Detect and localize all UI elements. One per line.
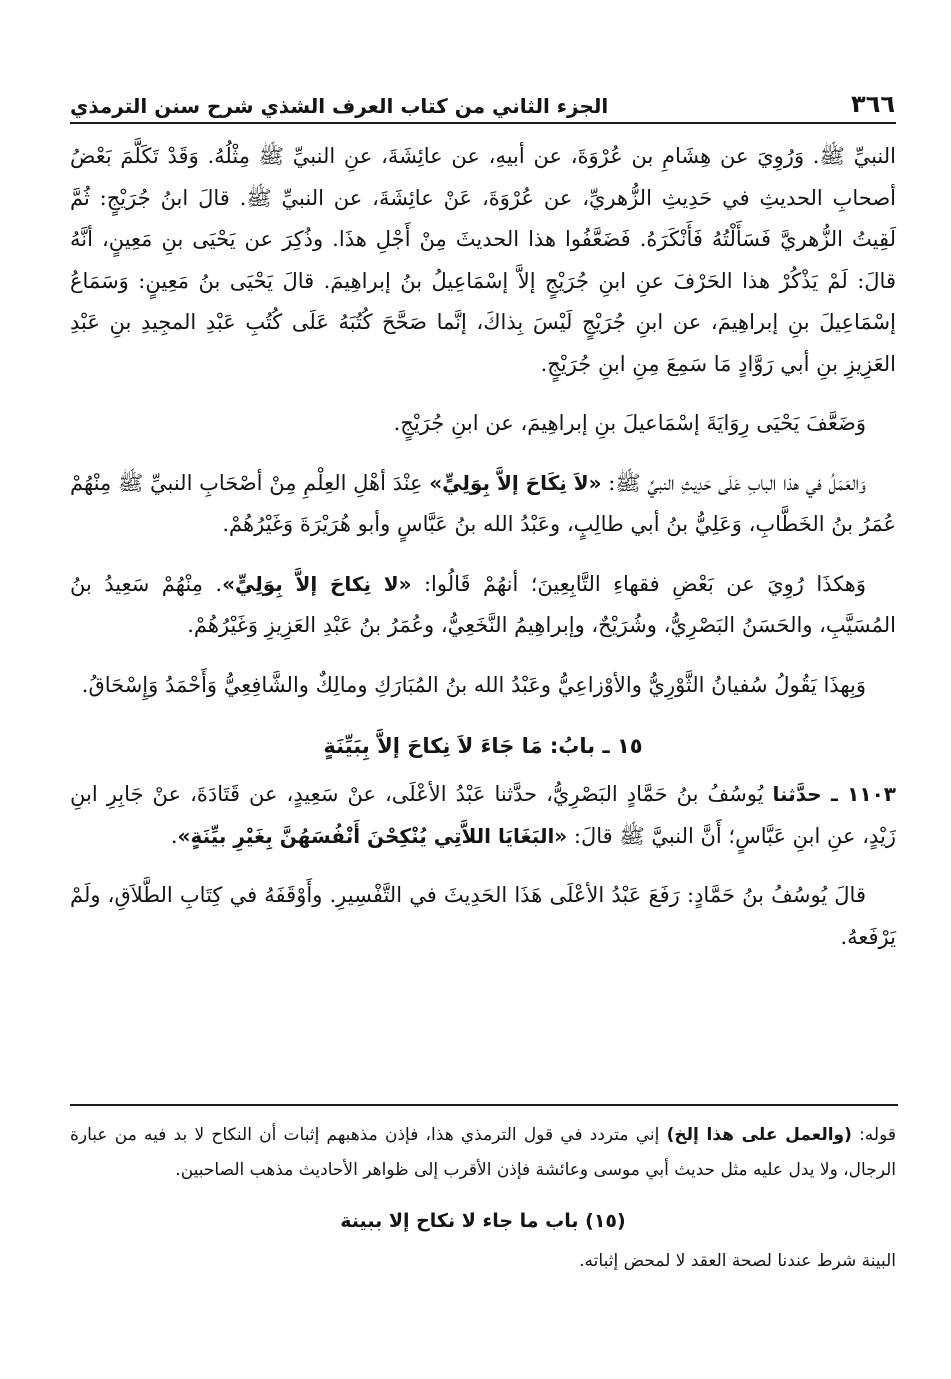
footnote-1-lemma: (والعمل على هذا إلخ): [666, 1125, 852, 1145]
hadith-end: .: [170, 823, 178, 848]
footnote-2: البينة شرط عندنا لصحة العقد لا لمحض إثباته.: [579, 1251, 896, 1271]
footnote-chapter-heading: (١٥) باب ما جاء لا نكاح إلا ببينة: [340, 1210, 626, 1232]
footnote-1-label: قوله:: [851, 1125, 897, 1145]
hadith-quote-no-marriage-without-guardian: «لاَ نِكَاحَ إلاَّ بِوَلِيٍّ»: [429, 470, 602, 495]
paragraph-tabieen: [70, 564, 896, 647]
main-text: [70, 136, 896, 976]
footnote-1-text: إني متردد في قول الترمذي هذا، فإذن مذهبهم إثبات أن النكاح لا بد فيه من عبارة الرجال، ولا يدل عليه مثل حديث أبي موسى وعائشة فإذن الأقرب إلى ظواهر الأحاديث مذهب الصاحبين.: [70, 1125, 896, 1180]
paragraph-tabieen-rest: . مِنْهُمْ سَعِيدُ بنُ المُسَيَّبِ، والحَسَنُ البَصْرِيُّ، وشُرَيْحٌ، وإبراهِيمُ النَّخَعِيُّ، وعُمَرُ بنُ عَبْدِ العَزِيزِ وَغَيْرُهُمْ.: [70, 571, 896, 637]
hadith-isnad: يُوسُفُ بنُ حَمَّادٍ البَصْرِيُّ، حدَّثنا عَبْدُ الأعْلَى، عنْ سَعِيدٍ، عن قَتَادَةَ، عنْ جَابِرِ ابنِ زَيْدٍ، عنِ ابنِ عَبَّاسٍ؛ أَنَّ النبيَّ ﷺ قالَ:: [70, 782, 896, 848]
hadith-matn: «البَغَايَا اللاَّتِي يُنْكِحْنَ أَنْفُسَهُنَّ بِغَيْرِ بيِّنَةٍ»: [177, 823, 568, 848]
paragraph-yusuf-comment: قالَ يُوسُفُ بنُ حَمَّادٍ: رَفَعَ عَبْدُ الأعْلَى هَذَا الحَدِيثَ في التَّفْسِيرِ. وأَوْقَفَهُ في كِتَابِ الطَّلاَقِ، ولَمْ يَرْفَعهُ.: [70, 883, 896, 949]
footnote-divider: [70, 1104, 898, 1106]
paragraph-practice-rest: عِنْدَ أهْلِ العِلْمِ مِنْ أصْحَابِ النبيِّ ﷺ مِنْهُمْ عُمَرُ بنُ الخَطَّابِ، وَعَلِيُّ بنُ أبي طالِبٍ، وعَبْدُ الله بنُ عَبَّاسٍ وأبو هُرَيْرَةَ وَغَيْرُهُمْ.: [70, 470, 896, 536]
paragraph-practice: [70, 463, 896, 546]
header-divider: [70, 122, 896, 124]
footnotes-section: [70, 1118, 896, 1279]
page-number: ٣٦٦: [851, 90, 895, 118]
chapter-heading: ١٥ ـ بابُ: مَا جَاءَ لاَ نِكاحَ إلاَّ بِبَيِّنَةٍ: [323, 734, 643, 758]
hadith-number-label: ١١٠٣ ـ حدَّثنا: [772, 782, 896, 806]
paragraph-scholars: وَبِهذَا يَقُولُ سُفيانُ الثَّوْرِيُّ والأوْزاعِيُّ وعَبْدُ الله بنُ المُبَارَكِ ومالِكٌ والشَّافِعِيُّ وَأَحْمَدُ وَإِسْحَاقُ.: [81, 672, 866, 697]
footnote-1: [70, 1118, 896, 1188]
paragraph-hadith-commentary: النبيِّ ﷺ. وَرُوِيَ عن هِشَامِ بن عُرْوَةَ، عن أبيهِ، عن عائِشَةَ، عنِ النبيِّ ﷺ مِثْلُهُ. وَقَدْ تَكَلَّمَ بَعْضُ أصحابِ الحديثِ في حَدِيثِ الزُّهريِّ، عن عُرْوَةَ، عَنْ عائِشَةَ، عن النبيِّ ﷺ. قالَ ابنُ جُرَيْجٍ: ثُمَّ لَقِيتُ الزُّهريَّ فَسَأَلْتُهُ فَأَنْكَرَهُ. فَضَعَّفُوا هذا الحديثَ مِنْ أَجْلِ هذَا. وذُكِرَ عن يَحْيَى بنِ مَعِينٍ، أنَّهُ قالَ: لَمْ يَذْكُرْ هذا الحَرْفَ عنِ ابنِ جُرَيْجٍ إلاَّ إسْمَاعِيلُ بنُ إبراهِيمَ. قالَ يَحْيَى بنُ مَعِينٍ: وَسَمَاعُ إسْمَاعِيلَ بنِ إبراهِيمَ، عن ابنِ جُرَيْجٍ لَيْسَ بِذاكَ، إنَّما صَحَّحَ كُتُبَهُ عَلَى كُتُبِ عَبْدِ المجِيدِ بنِ عَبْدِ العَزِيزِ بنِ أبي رَوَّادٍ مَا سَمِعَ مِنِ ابنِ جُرَيْجٍ.: [70, 144, 896, 376]
running-title: الجزء الثاني من كتاب العرف الشذي شرح سنن الترمذي: [70, 94, 609, 118]
hadith-quote-tabieen: «لا نِكاحَ إلاَّ بِوَلِيٍّ»: [222, 571, 412, 596]
page-header: [70, 78, 895, 118]
hadith-1103: [70, 774, 896, 857]
paragraph-yahya-weakening: وَضَعَّفَ يَحْيَى رِوَايَةَ إسْمَاعيلَ بنِ إبراهِيمَ، عن ابنِ جُرَيْجٍ.: [393, 411, 866, 435]
paragraph-tabieen-intro: وَهكذَا رُوِيَ عن بَعْضِ فقهاءِ التَّابِعِينَ؛ أنهُمْ قَالُوا:: [411, 571, 867, 596]
paragraph-practice-intro: وَالعَمَلُ في هذا البابِ عَلَى حَدِيثِ النبيِّ ﷺ:: [601, 470, 867, 495]
